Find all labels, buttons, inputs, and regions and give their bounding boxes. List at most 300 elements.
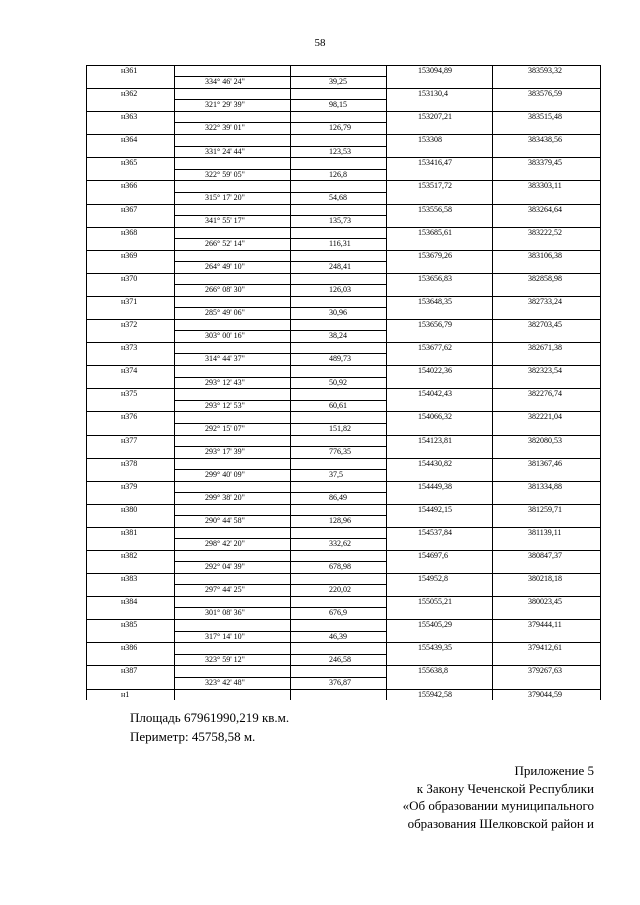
point-name-cell: н370 [87,273,175,284]
segment-row [87,492,601,504]
point-row [87,320,601,331]
point-name-cell: н369 [87,250,175,261]
empty-cell [387,608,493,620]
empty-cell [87,654,175,666]
empty-cell [493,677,601,689]
empty-cell [493,285,601,297]
empty-cell [387,331,493,343]
point-name-cell: н368 [87,227,175,238]
empty-cell [493,100,601,112]
direction-angle-cell: 341° 55' 17" [175,215,291,227]
distance-cell: 135,73 [291,215,387,227]
direction-angle-cell: 314° 44' 37" [175,354,291,366]
coordinates-table-body [87,66,601,701]
x-coordinate-cell: 153677,62 [387,343,493,354]
point-name-cell: н364 [87,135,175,146]
y-coordinate-cell: 382858,98 [493,273,601,284]
empty-cell [493,331,601,343]
empty-cell [87,423,175,435]
point-row [87,273,601,284]
x-coordinate-cell: 153656,79 [387,320,493,331]
y-coordinate-cell: 381259,71 [493,504,601,515]
empty-cell [493,469,601,481]
y-coordinate-cell: 383593,32 [493,66,601,77]
empty-cell [387,262,493,274]
empty-cell [387,146,493,158]
empty-cell [493,608,601,620]
x-coordinate-cell: 155405,29 [387,620,493,631]
point-row [87,458,601,469]
empty-cell [175,181,291,192]
point-name-cell: н367 [87,204,175,215]
segment-row [87,677,601,689]
direction-angle-cell: 299° 38' 20" [175,492,291,504]
segment-row [87,285,601,297]
x-coordinate-cell: 154066,32 [387,412,493,423]
segment-row [87,400,601,412]
empty-cell [291,366,387,377]
empty-cell [175,343,291,354]
empty-cell [493,423,601,435]
empty-cell [493,169,601,181]
direction-angle-cell: 292° 04' 39" [175,562,291,574]
empty-cell [175,504,291,515]
point-row [87,296,601,307]
x-coordinate-cell: 155439,35 [387,643,493,654]
point-name-cell: н382 [87,550,175,561]
direction-angle-cell: 317° 14' 10" [175,631,291,643]
empty-cell [387,308,493,320]
x-coordinate-cell: 154430,82 [387,458,493,469]
empty-cell [493,631,601,643]
empty-cell [387,677,493,689]
direction-angle-cell: 293° 17' 39" [175,446,291,458]
segment-row [87,585,601,597]
point-row [87,343,601,354]
empty-cell [493,308,601,320]
empty-cell [87,469,175,481]
segment-row [87,631,601,643]
point-name-cell: н384 [87,597,175,608]
empty-cell [493,400,601,412]
distance-cell: 98,15 [291,100,387,112]
distance-cell: 86,49 [291,492,387,504]
empty-cell [291,504,387,515]
empty-cell [175,89,291,100]
empty-cell [175,527,291,538]
point-row [87,366,601,377]
point-row [87,250,601,261]
y-coordinate-cell: 383303,11 [493,181,601,192]
y-coordinate-cell: 383438,56 [493,135,601,146]
segment-row [87,539,601,551]
appendix-line-2: к Закону Чеченской Республики [416,780,594,796]
empty-cell [175,389,291,400]
segment-row [87,308,601,320]
empty-cell [175,458,291,469]
segment-row [87,123,601,135]
x-coordinate-cell: 153685,61 [387,227,493,238]
distance-cell: 30,96 [291,308,387,320]
point-row [87,550,601,561]
point-row [87,135,601,146]
empty-cell [493,215,601,227]
direction-angle-cell: 323° 59' 12" [175,654,291,666]
point-row [87,389,601,400]
empty-cell [175,574,291,585]
point-row [87,181,601,192]
distance-cell: 60,61 [291,400,387,412]
point-name-cell: н366 [87,181,175,192]
empty-cell [291,458,387,469]
empty-cell [387,238,493,250]
empty-cell [291,135,387,146]
empty-cell [87,331,175,343]
empty-cell [493,654,601,666]
segment-row [87,77,601,89]
appendix-line-3: «Об образовании муниципального [402,798,594,813]
empty-cell [291,527,387,538]
y-coordinate-cell: 382703,45 [493,320,601,331]
point-name-cell: н379 [87,481,175,492]
empty-cell [387,377,493,389]
x-coordinate-cell: 154697,6 [387,550,493,561]
distance-cell: 46,39 [291,631,387,643]
empty-cell [87,400,175,412]
empty-cell [291,181,387,192]
distance-cell: 128,96 [291,516,387,528]
point-name-cell: н375 [87,389,175,400]
point-name-cell: н377 [87,435,175,446]
point-row [87,112,601,123]
empty-cell [493,238,601,250]
empty-cell [291,435,387,446]
point-name-cell: н361 [87,66,175,77]
direction-angle-cell: 323° 42' 48" [175,677,291,689]
x-coordinate-cell: 154022,36 [387,366,493,377]
distance-cell: 676,9 [291,608,387,620]
empty-cell [387,631,493,643]
empty-cell [291,574,387,585]
x-coordinate-cell: 153130,4 [387,89,493,100]
empty-cell [87,192,175,204]
direction-angle-cell: 266° 52' 14" [175,238,291,250]
coordinates-table [86,65,601,700]
x-coordinate-cell: 153308 [387,135,493,146]
y-coordinate-cell: 379267,63 [493,666,601,677]
y-coordinate-cell: 380023,45 [493,597,601,608]
point-row [87,597,601,608]
empty-cell [291,273,387,284]
y-coordinate-cell: 381334,88 [493,481,601,492]
y-coordinate-cell: 383222,52 [493,227,601,238]
segment-row [87,654,601,666]
empty-cell [291,112,387,123]
point-row [87,204,601,215]
distance-cell: 126,03 [291,285,387,297]
segment-row [87,354,601,366]
x-coordinate-cell: 154537,84 [387,527,493,538]
segment-row [87,238,601,250]
empty-cell [291,597,387,608]
empty-cell [493,446,601,458]
y-coordinate-cell: 382323,54 [493,366,601,377]
empty-cell [493,492,601,504]
empty-cell [291,343,387,354]
empty-cell [175,273,291,284]
empty-cell [387,285,493,297]
direction-angle-cell: 303° 00' 16" [175,331,291,343]
empty-cell [87,262,175,274]
x-coordinate-cell: 153648,35 [387,296,493,307]
x-coordinate-cell: 153679,26 [387,250,493,261]
x-coordinate-cell: 154123,81 [387,435,493,446]
y-coordinate-cell: 383264,64 [493,204,601,215]
segment-row [87,608,601,620]
segment-row [87,516,601,528]
distance-cell: 39,25 [291,77,387,89]
empty-cell [175,135,291,146]
point-row [87,158,601,169]
x-coordinate-cell: 155638,8 [387,666,493,677]
y-coordinate-cell: 379412,61 [493,643,601,654]
empty-cell [87,677,175,689]
x-coordinate-cell: 154492,15 [387,504,493,515]
y-coordinate-cell: 380218,18 [493,574,601,585]
y-coordinate-cell: 383106,38 [493,250,601,261]
empty-cell [87,539,175,551]
empty-cell [291,643,387,654]
empty-cell [387,469,493,481]
empty-cell [387,539,493,551]
direction-angle-cell: 293° 12' 43" [175,377,291,389]
empty-cell [291,320,387,331]
empty-cell [291,250,387,261]
y-coordinate-cell: 383576,59 [493,89,601,100]
empty-cell [175,320,291,331]
empty-cell [291,66,387,77]
x-coordinate-cell: 153094,89 [387,66,493,77]
empty-cell [175,481,291,492]
empty-cell [87,146,175,158]
x-coordinate-cell: 154952,8 [387,574,493,585]
distance-cell: 116,31 [291,238,387,250]
empty-cell [87,77,175,89]
empty-cell [175,412,291,423]
distance-cell: 126,79 [291,123,387,135]
empty-cell [87,516,175,528]
empty-cell [291,666,387,677]
empty-cell [175,550,291,561]
empty-cell [175,250,291,261]
appendix-line-1: Приложение 5 [514,763,594,778]
empty-cell [87,100,175,112]
direction-angle-cell: 266° 08' 30" [175,285,291,297]
point-name-cell: н374 [87,366,175,377]
direction-angle-cell: 299° 40' 09" [175,469,291,481]
empty-cell [291,296,387,307]
point-name-cell: н378 [87,458,175,469]
segment-row [87,446,601,458]
direction-angle-cell: 322° 59' 05" [175,169,291,181]
page-number: 58 [314,37,326,49]
segment-row [87,331,601,343]
empty-cell [175,666,291,677]
distance-cell: 123,53 [291,146,387,158]
direction-angle-cell: 301° 08' 36" [175,608,291,620]
empty-cell [387,77,493,89]
empty-cell [87,562,175,574]
empty-cell [87,446,175,458]
distance-cell: 489,73 [291,354,387,366]
point-name-cell: н381 [87,527,175,538]
direction-angle-cell: 297° 44' 25" [175,585,291,597]
x-coordinate-cell: 154449,38 [387,481,493,492]
point-row [87,89,601,100]
empty-cell [387,169,493,181]
segment-row [87,215,601,227]
distance-cell: 220,02 [291,585,387,597]
y-coordinate-cell: 382276,74 [493,389,601,400]
empty-cell [493,585,601,597]
x-coordinate-cell: 155942,58 [387,689,493,700]
empty-cell [493,539,601,551]
point-row [87,412,601,423]
point-row [87,481,601,492]
distance-cell: 50,92 [291,377,387,389]
direction-angle-cell: 292° 15' 07" [175,423,291,435]
direction-angle-cell: 264° 49' 10" [175,262,291,274]
empty-cell [87,285,175,297]
empty-cell [87,585,175,597]
y-coordinate-cell: 383515,48 [493,112,601,123]
empty-cell [387,585,493,597]
empty-cell [493,123,601,135]
y-coordinate-cell: 382080,53 [493,435,601,446]
segment-row [87,423,601,435]
area-summary: Площадь 67961990,219 кв.м. [130,710,290,725]
y-coordinate-cell: 381367,46 [493,458,601,469]
y-coordinate-cell: 381139,11 [493,527,601,538]
empty-cell [387,123,493,135]
x-coordinate-cell: 154042,43 [387,389,493,400]
empty-cell [493,77,601,89]
empty-cell [387,516,493,528]
point-row [87,504,601,515]
point-name-cell: н385 [87,620,175,631]
empty-cell [87,354,175,366]
point-name-cell: н387 [87,666,175,677]
point-row [87,689,601,700]
distance-cell: 376,87 [291,677,387,689]
point-name-cell: н380 [87,504,175,515]
x-coordinate-cell: 153207,21 [387,112,493,123]
distance-cell: 248,41 [291,262,387,274]
direction-angle-cell: 315° 17' 20" [175,192,291,204]
empty-cell [387,354,493,366]
direction-angle-cell: 321° 29' 39" [175,100,291,112]
x-coordinate-cell: 153416,47 [387,158,493,169]
empty-cell [175,112,291,123]
empty-cell [175,366,291,377]
distance-cell: 332,62 [291,539,387,551]
empty-cell [175,620,291,631]
point-row [87,666,601,677]
perimeter-summary: Периметр: 45758,58 м. [130,729,256,744]
empty-cell [291,550,387,561]
x-coordinate-cell: 155055,21 [387,597,493,608]
empty-cell [291,227,387,238]
empty-cell [175,227,291,238]
direction-angle-cell: 285° 49' 06" [175,308,291,320]
empty-cell [87,215,175,227]
direction-angle-cell: 290° 44' 58" [175,516,291,528]
point-row [87,620,601,631]
empty-cell [493,262,601,274]
segment-row [87,169,601,181]
distance-cell: 776,35 [291,446,387,458]
segment-row [87,469,601,481]
point-row [87,574,601,585]
distance-cell: 38,24 [291,331,387,343]
empty-cell [493,377,601,389]
empty-cell [175,296,291,307]
y-coordinate-cell: 379444,11 [493,620,601,631]
empty-cell [387,400,493,412]
empty-cell [291,620,387,631]
y-coordinate-cell: 383379,45 [493,158,601,169]
point-row [87,66,601,77]
direction-angle-cell: 298° 42' 20" [175,539,291,551]
empty-cell [493,192,601,204]
y-coordinate-cell: 382671,38 [493,343,601,354]
point-name-cell: н386 [87,643,175,654]
appendix-header [403,762,594,832]
empty-cell [87,308,175,320]
empty-cell [387,192,493,204]
point-row [87,227,601,238]
empty-cell [291,204,387,215]
segment-row [87,100,601,112]
empty-cell [87,492,175,504]
segment-row [87,192,601,204]
segment-row [87,562,601,574]
point-name-cell: н365 [87,158,175,169]
x-coordinate-cell: 153656,83 [387,273,493,284]
empty-cell [387,446,493,458]
empty-cell [87,169,175,181]
point-row [87,435,601,446]
direction-angle-cell: 334° 46' 24" [175,77,291,89]
direction-angle-cell: 322° 39' 01" [175,123,291,135]
direction-angle-cell: 293° 12' 53" [175,400,291,412]
empty-cell [175,158,291,169]
distance-cell: 246,58 [291,654,387,666]
segment-row [87,262,601,274]
empty-cell [387,562,493,574]
empty-cell [291,389,387,400]
point-name-cell: н373 [87,343,175,354]
distance-cell: 37,5 [291,469,387,481]
y-coordinate-cell: 379044,59 [493,689,601,700]
empty-cell [87,123,175,135]
segment-row [87,377,601,389]
empty-cell [387,654,493,666]
empty-cell [87,238,175,250]
empty-cell [175,643,291,654]
empty-cell [291,158,387,169]
distance-cell: 678,98 [291,562,387,574]
